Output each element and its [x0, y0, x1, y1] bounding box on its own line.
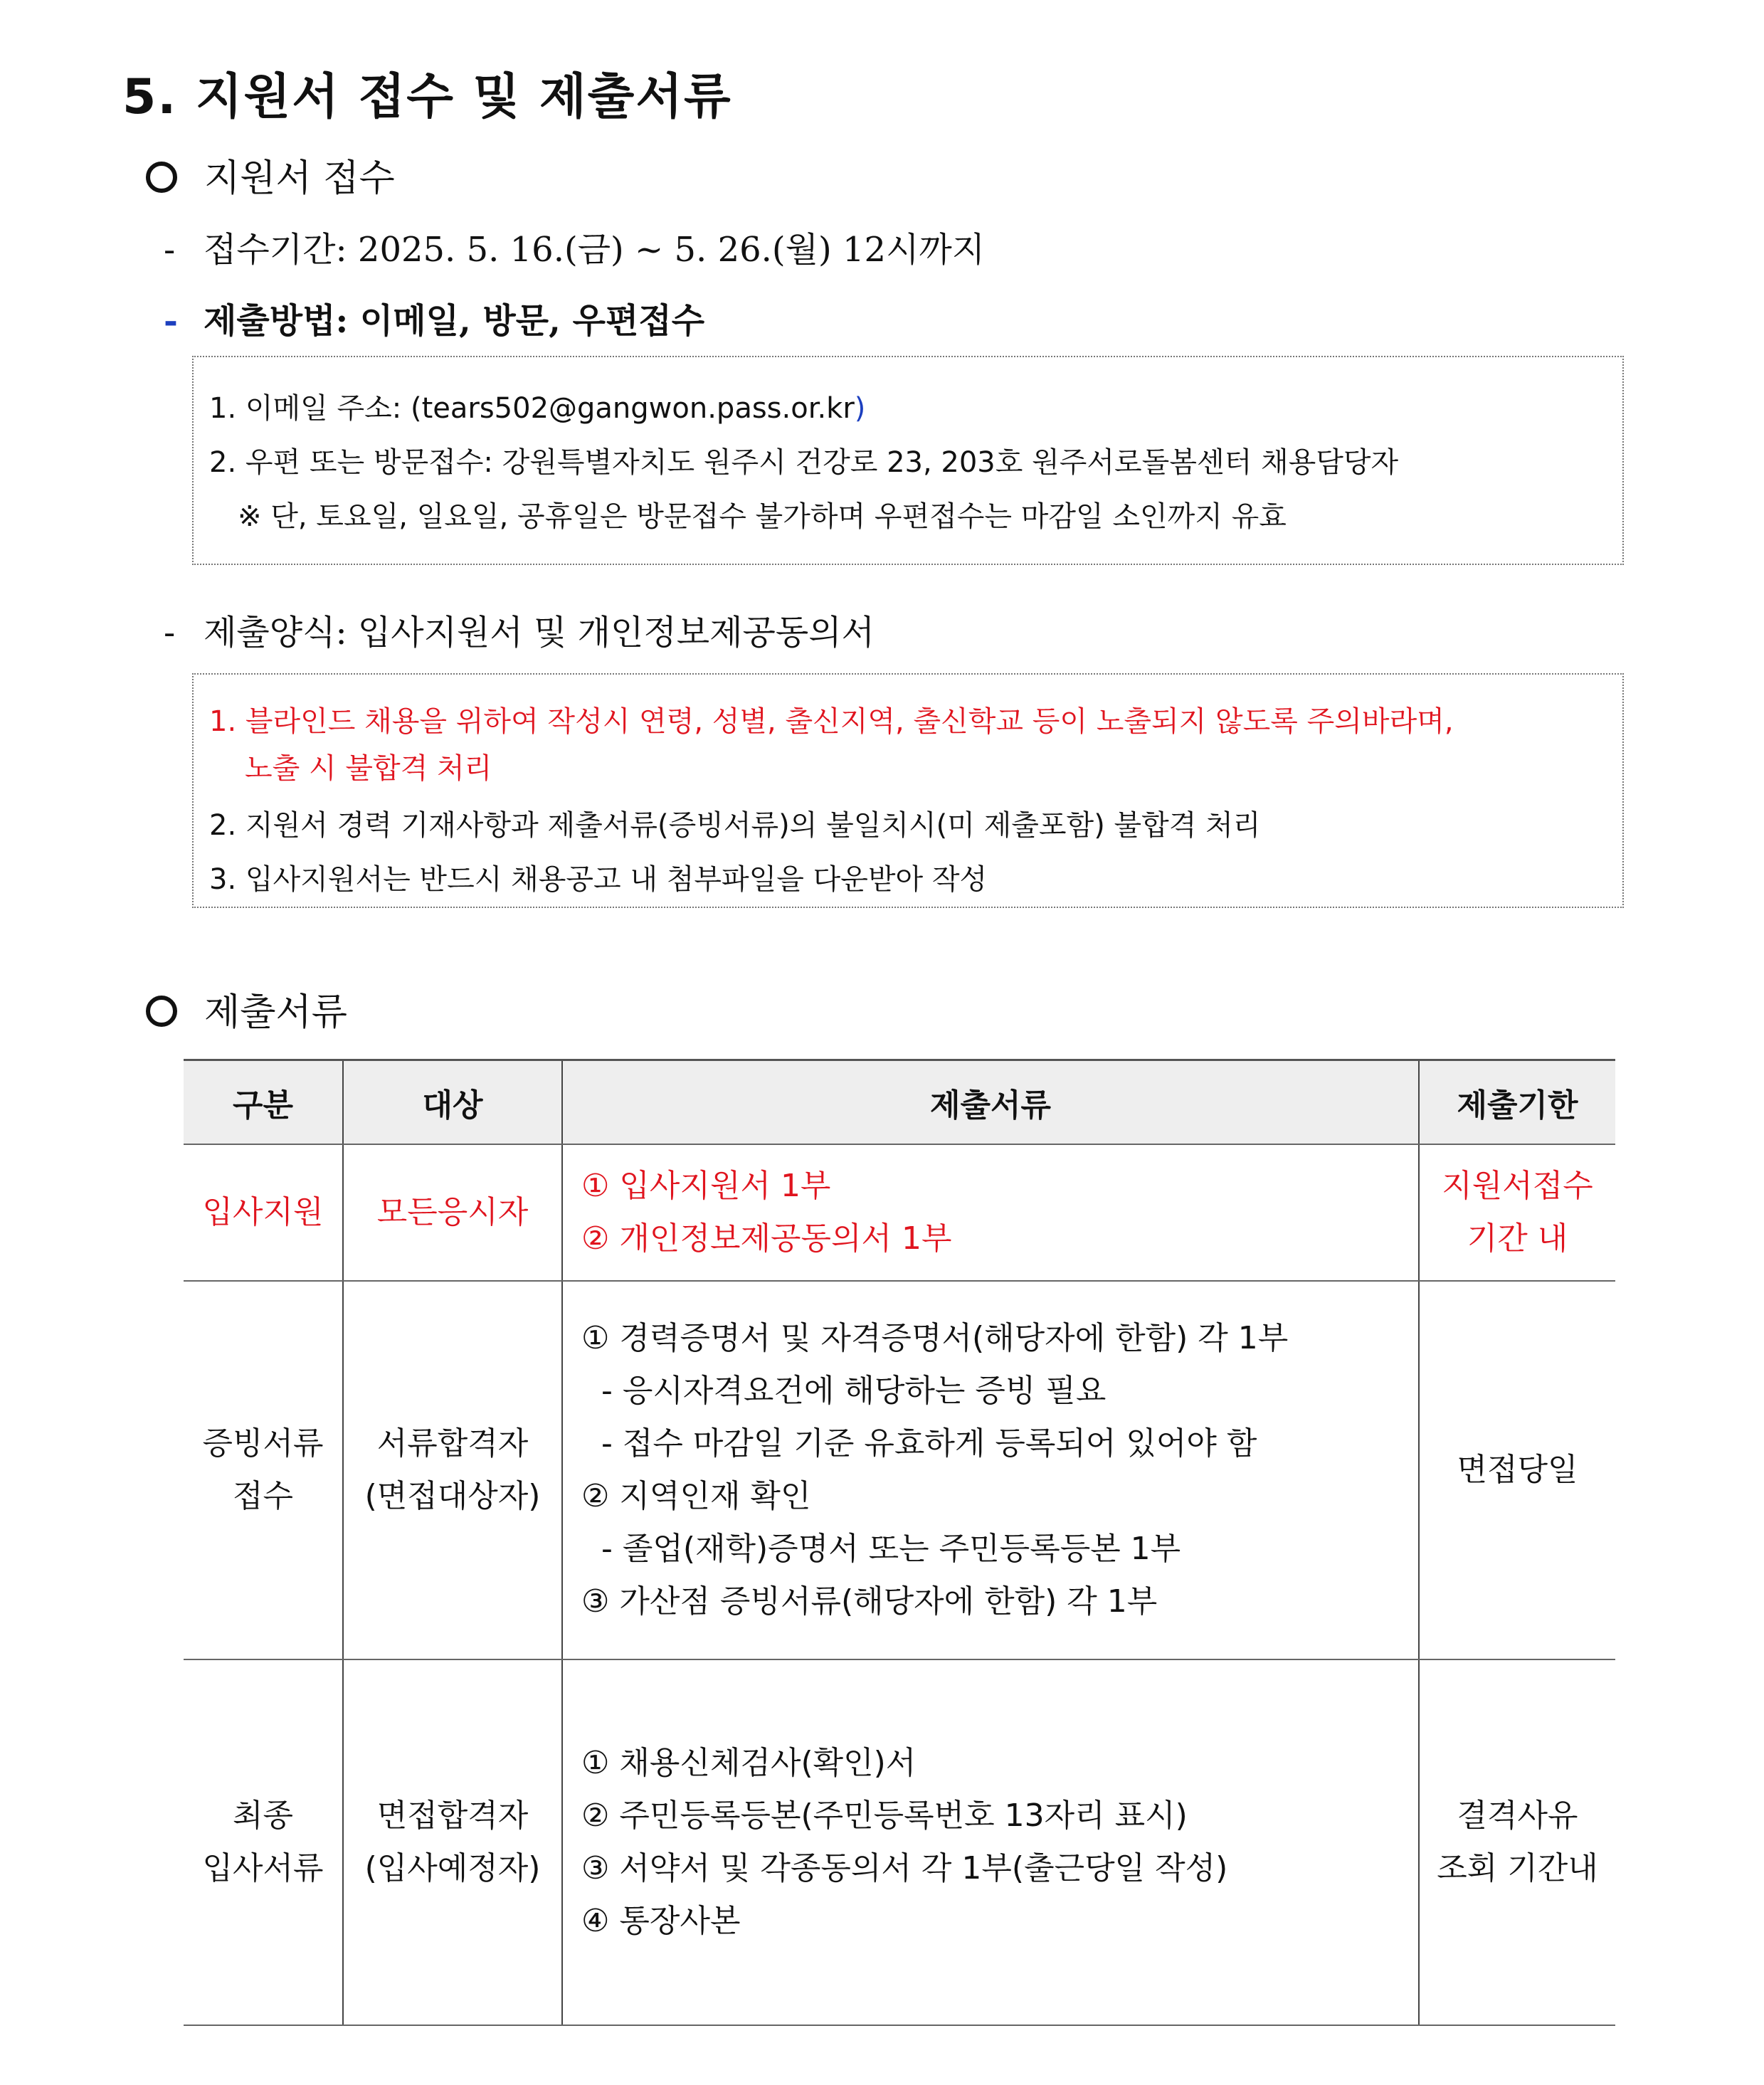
dash-icon: - [164, 230, 176, 270]
application-format-text: 제출양식: 입사지원서 및 개인정보제공동의서 [204, 613, 875, 653]
header-target: 대상 [343, 1060, 562, 1145]
visit-note: 2. 우편 또는 방문접수: 강원특별자치도 원주시 건강로 23, 203호 원주서로돌봄센터 채용담당자 [209, 446, 1399, 479]
table-header-row [184, 1060, 1615, 1145]
header-documents: 제출서류 [562, 1060, 1419, 1145]
row-target: 면접합격자 (입사예정자) [343, 1659, 562, 2025]
row-target: 모든응시자 [343, 1144, 562, 1281]
dash-icon: - [164, 301, 178, 341]
circle-bullet-icon [146, 162, 177, 193]
dash-icon: - [164, 613, 176, 653]
blind-hiring-note-cont: 노출 시 불합격 처리 [245, 752, 492, 785]
row-target: 서류합격자 (면접대상자) [343, 1281, 562, 1659]
header-deadline: 제출기한 [1419, 1060, 1615, 1145]
table-row [184, 1144, 1615, 1281]
documents-table [184, 1059, 1615, 2026]
row-category: 입사지원 [184, 1144, 343, 1281]
row-items: ① 입사지원서 1부 ② 개인정보제공동의서 1부 [562, 1144, 1419, 1281]
table-row [184, 1281, 1615, 1659]
circle-bullet-icon [146, 996, 177, 1027]
form-download-note: 3. 입사지원서는 반드시 채용공고 내 첨부파일을 다운받아 작성 [209, 863, 988, 896]
row-deadline: 지원서접수 기간 내 [1419, 1144, 1615, 1281]
application-format [164, 605, 875, 654]
email-note: 1. 이메일 주소: (tears502@gangwon.pass.or.kr) [209, 392, 866, 425]
row-category: 최종 입사서류 [184, 1659, 343, 2025]
table-row [184, 1659, 1615, 2025]
weekend-note: ※ 단, 토요일, 일요일, 공휴일은 방문접수 불가하며 우편접수는 마감일 소인까지 유효 [238, 500, 1287, 533]
section-documents [146, 982, 347, 1035]
section-application [146, 148, 395, 201]
section-application-title: 지원서 접수 [204, 157, 395, 200]
blind-hiring-note: 1. 블라인드 채용을 위하여 작성시 연령, 성별, 출신지역, 출신학교 등이 노출되지 않도록 주의바라며, [209, 705, 1454, 738]
row-items: ① 경력증명서 및 자격증명서(해당자에 한함) 각 1부 - 응시자격요건에 해당하는 증빙 필요 - 접수 마감일 기준 유효하게 등록되어 있어야 함 ② 지역인재 확인 - 졸업(재학)증명서 또는 주민등록등본 1부 ③ 가산점 증빙서류(해당자에 한함) 각 1부 [562, 1281, 1419, 1659]
header-category: 구분 [184, 1060, 343, 1145]
row-category: 증빙서류 접수 [184, 1281, 343, 1659]
application-method [164, 293, 704, 342]
format-notes-box [192, 673, 1624, 908]
application-method-text: 제출방법: 이메일, 방문, 우편접수 [204, 301, 705, 341]
page-title: 5. 지원서 접수 및 제출서류 [122, 69, 732, 125]
row-items: ① 채용신체검사(확인)서 ② 주민등록등본(주민등록번호 13자리 표시) ③ 서약서 및 각종동의서 각 1부(출근당일 작성) ④ 통장사본 [562, 1659, 1419, 2025]
mismatch-note: 2. 지원서 경력 기재사항과 제출서류(증빙서류)의 불일치시(미 제출포함) 불합격 처리 [209, 809, 1261, 842]
application-period [164, 222, 985, 271]
method-notes-box [192, 356, 1624, 565]
section-documents-title: 제출서류 [204, 991, 347, 1034]
row-deadline: 결격사유 조회 기간내 [1419, 1659, 1615, 2025]
row-deadline: 면접당일 [1419, 1281, 1615, 1659]
application-period-text: 접수기간: 2025. 5. 16.(금) ~ 5. 26.(월) 12시까지 [204, 230, 986, 270]
